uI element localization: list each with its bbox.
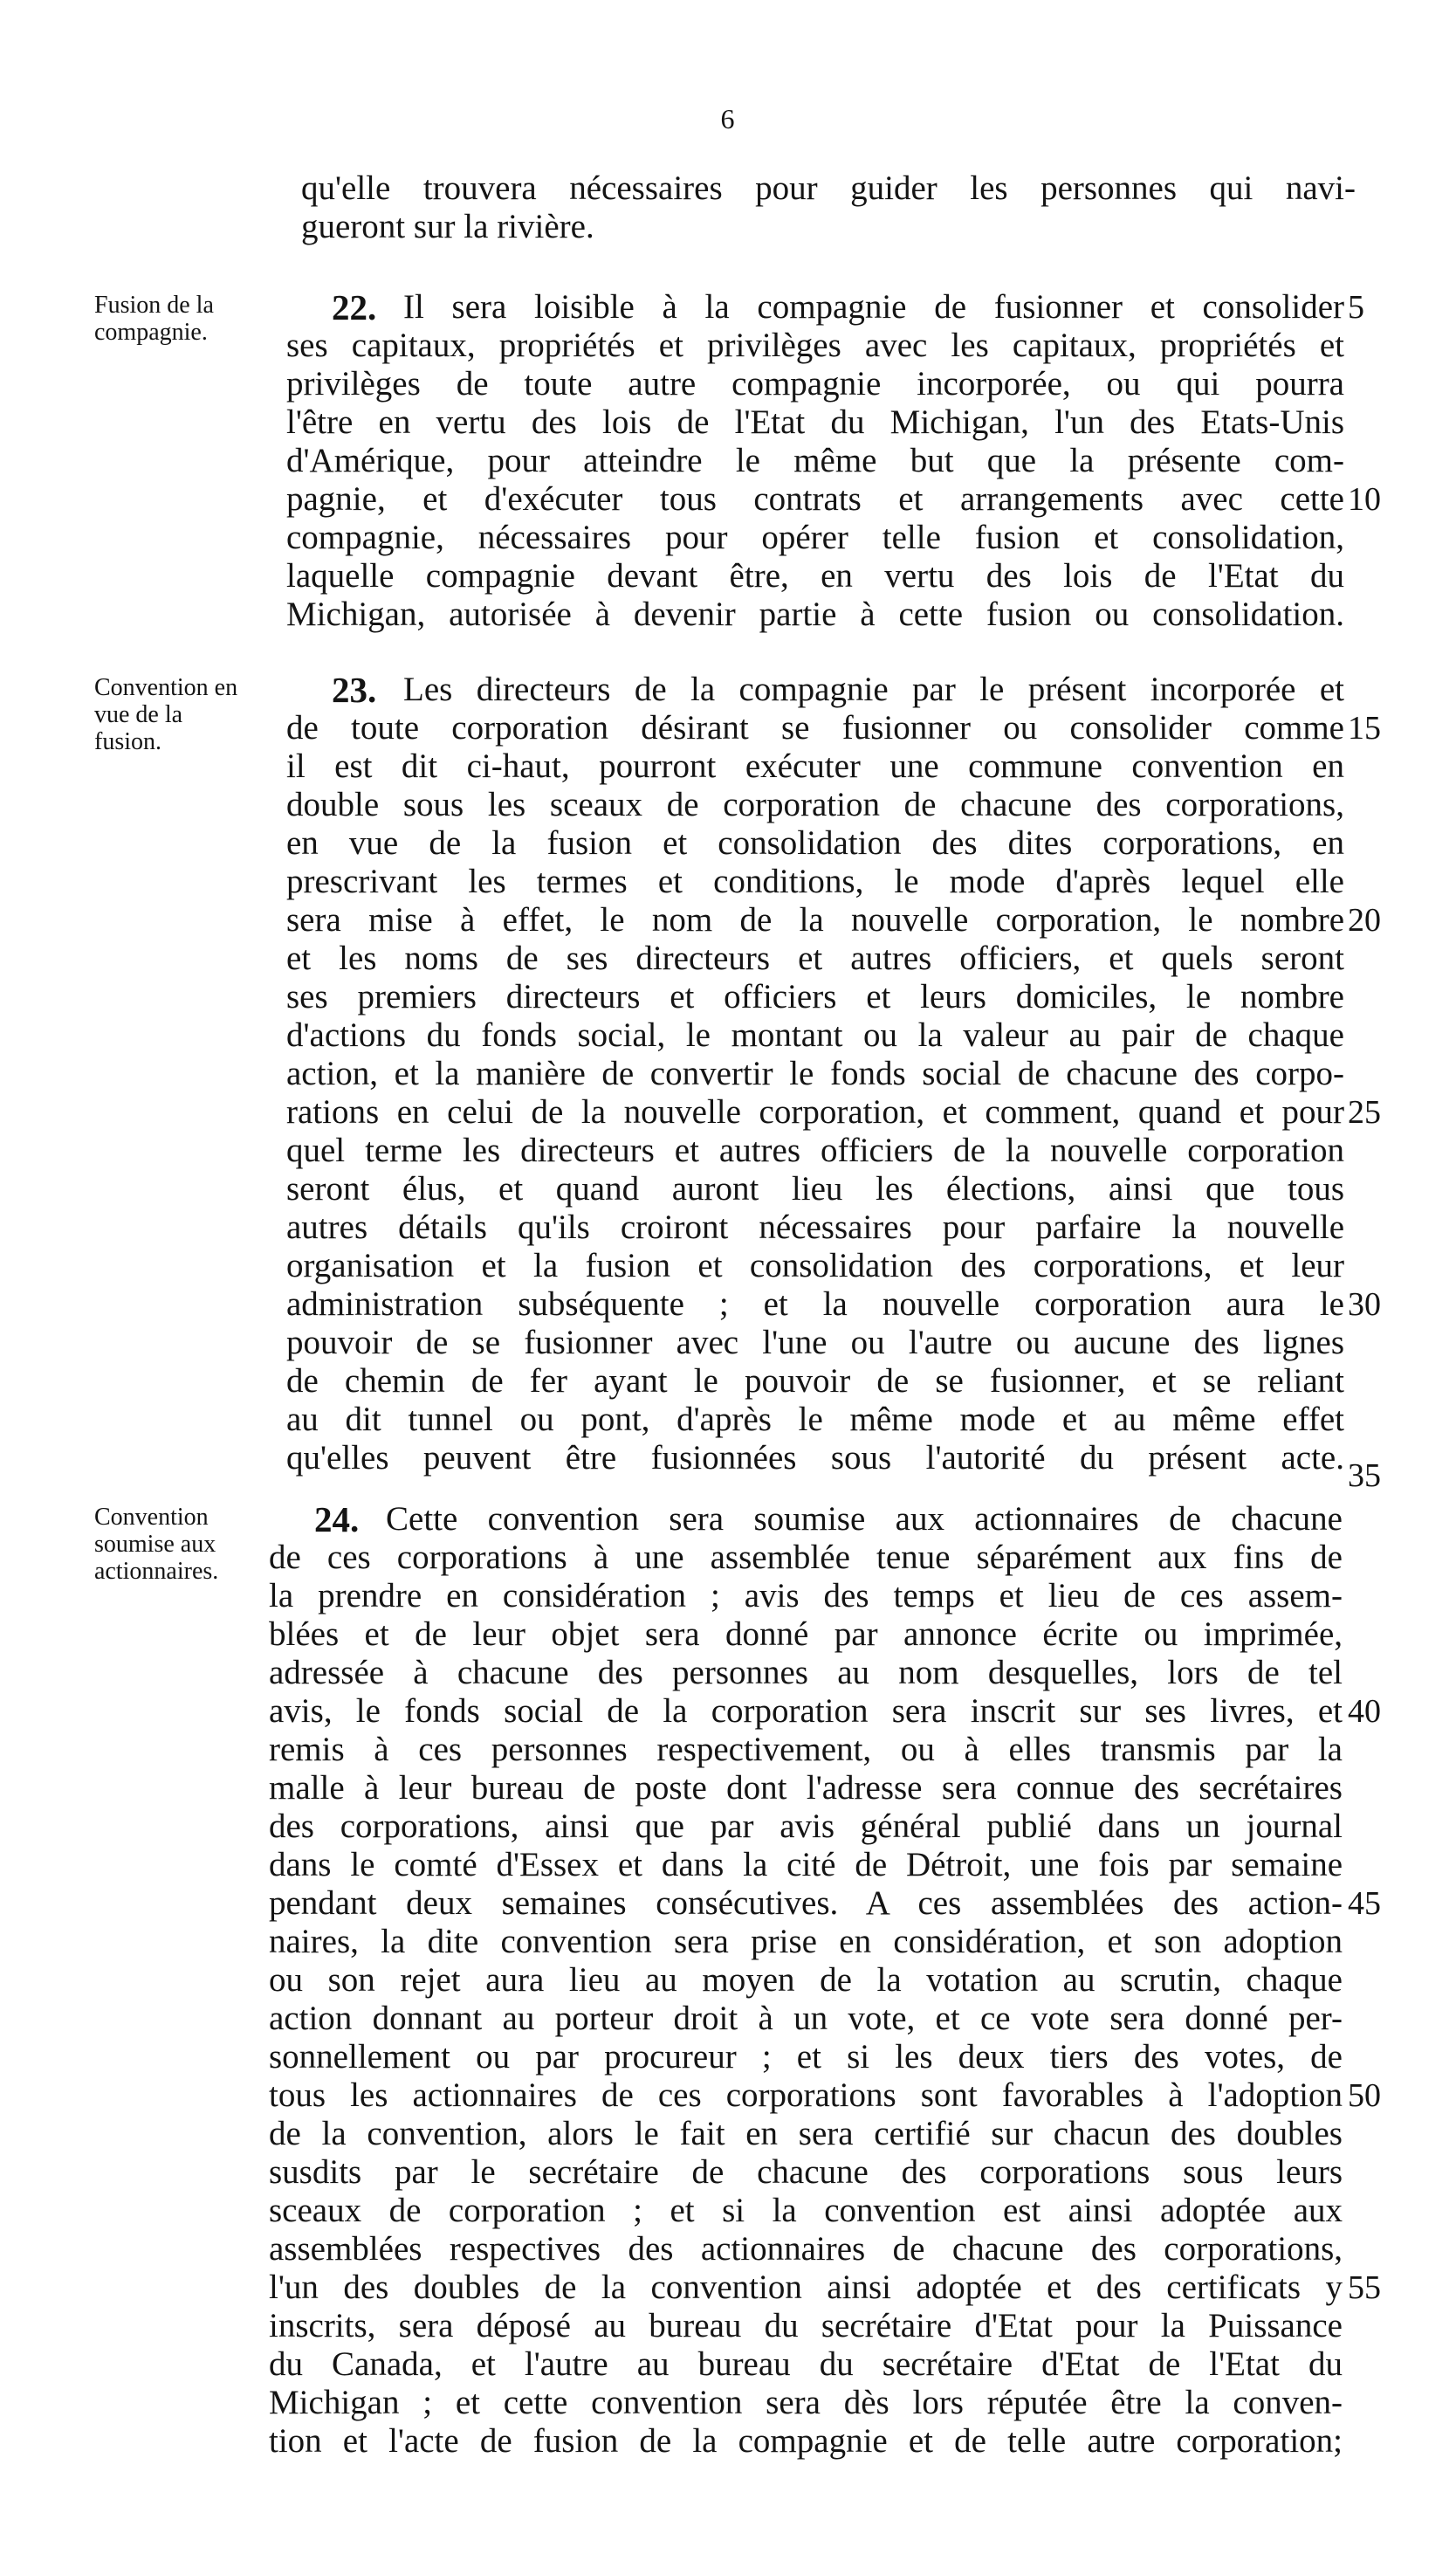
line-text: de la convention, alors le fait en sera certifié sur chacun des doubles (269, 2115, 1343, 2152)
margin-note-line: fusion. (94, 728, 161, 755)
line-text: Il sera loisible à la compagnie de fusionner et consolider (403, 288, 1344, 326)
text-line (0, 288, 1456, 327)
line-text: d'actions du fonds social, le montant ou la valeur au pair de chaque (286, 1016, 1344, 1054)
line-number: 5 (1348, 289, 1364, 326)
line-text: pouvoir de se fusionner avec l'une ou l'autre ou aucune des lignes (286, 1324, 1344, 1361)
text-line (0, 2076, 1456, 2115)
line-text: sera mise à effet, le nom de la nouvelle corporation, le nombre (286, 901, 1344, 939)
line-text: administration subséquente ; et la nouvelle corporation aura le (286, 1285, 1344, 1323)
text-line (0, 1401, 1456, 1439)
line-text: quel terme les directeurs et autres officiers de la nouvelle corporation (286, 1132, 1344, 1169)
text-line (0, 1016, 1456, 1055)
text-line (0, 1769, 1456, 1807)
line-text: l'être en vertu des lois de l'Etat du Michigan, l'un des Etats-Unis (286, 403, 1344, 441)
margin-note-line: soumise aux (94, 1531, 216, 1558)
text-line (0, 2038, 1456, 2076)
text-line (0, 365, 1456, 403)
text-line (0, 596, 1456, 634)
line-number: 10 (1348, 481, 1381, 518)
line-text: action donnant au porteur droit à un vote, et ce vote sera donné per- (269, 2000, 1343, 2037)
line-text: il est dit ci-haut, pourront exécuter une commune convention en (286, 747, 1344, 785)
text-line (0, 2000, 1456, 2038)
section-number: 24. (314, 1499, 360, 1539)
line-number: 50 (1348, 2077, 1381, 2114)
line-text: d'Amérique, pour atteindre le même but que la présente com- (286, 442, 1344, 479)
text-line (0, 2384, 1456, 2422)
line-number: 25 (1348, 1094, 1381, 1131)
text-line (0, 1055, 1456, 1093)
line-text: ses capitaux, propriétés et privilèges avec les capitaux, propriétés et (286, 327, 1344, 364)
line-text: assemblées respectives des actionnaires de chacune des corporations, (269, 2230, 1343, 2268)
text-line (0, 824, 1456, 863)
line-number: 15 (1348, 710, 1381, 747)
margin-note-line: compagnie. (94, 319, 208, 346)
text-line (0, 2269, 1456, 2307)
margin-note-line: Fusion de la (94, 292, 214, 319)
line-number: 55 (1348, 2269, 1381, 2306)
text-line (0, 557, 1456, 596)
text-line (0, 709, 1456, 747)
text-line (0, 1285, 1456, 1324)
line-text: ses premiers directeurs et officiers et leurs domiciles, le nombre (286, 978, 1344, 1015)
text-line (0, 1170, 1456, 1208)
text-line (0, 1362, 1456, 1401)
line-number: 30 (1348, 1286, 1381, 1323)
text-line (0, 2192, 1456, 2230)
line-text: rations en celui de la nouvelle corporation, et comment, quand et pour (286, 1093, 1344, 1131)
line-text: dans le comté d'Essex et dans la cité de Détroit, une fois par semaine (269, 1846, 1343, 1883)
line-text: double sous les sceaux de corporation de chacune des corporations, (286, 786, 1344, 823)
line-text: des corporations, ainsi que par avis général publié dans un journal (269, 1807, 1343, 1845)
text-line (0, 1731, 1456, 1769)
line-text: malle à leur bureau de poste dont l'adresse sera connue des secrétaires (269, 1769, 1343, 1807)
line-text: sceaux de corporation ; et si la convention est ainsi adoptée aux (269, 2192, 1343, 2229)
text-line (0, 2307, 1456, 2345)
margin-note-line: Convention en (94, 674, 238, 701)
line-text: Michigan, autorisée à devenir partie à cette fusion ou consolidation. (286, 596, 1344, 633)
line-text: ou son rejet aura lieu au moyen de la votation au scrutin, chaque (269, 1961, 1343, 1999)
text-line (0, 519, 1456, 557)
text-line (0, 208, 1456, 246)
text-line (0, 940, 1456, 978)
text-line (0, 1807, 1456, 1846)
text-line (0, 747, 1456, 786)
line-text: de toute corporation désirant se fusionner ou consolider comme (286, 709, 1344, 747)
text-line (0, 1132, 1456, 1170)
line-text: qu'elles peuvent être fusionnées sous l'autorité du présent acte. (286, 1439, 1344, 1477)
margin-note-line: vue de la (94, 701, 183, 728)
text-line (0, 2153, 1456, 2192)
line-text: prescrivant les termes et conditions, le mode d'après lequel elle (286, 863, 1344, 900)
text-line (0, 1692, 1456, 1731)
line-text: inscrits, sera déposé au bureau du secrétaire d'Etat pour la Puissance (269, 2307, 1343, 2344)
text-line (0, 1439, 1456, 1477)
line-text: au dit tunnel ou pont, d'après le même mode et au même effet (286, 1401, 1344, 1438)
line-text: pendant deux semaines consécutives. A ces assemblées des action- (269, 1884, 1343, 1922)
text-line (0, 1577, 1456, 1615)
line-text: la prendre en considération ; avis des temps et lieu de ces assem- (269, 1577, 1343, 1614)
text-line (0, 1654, 1456, 1692)
line-text: privilèges de toute autre compagnie incorporée, ou qui pourra (286, 365, 1344, 403)
text-line (0, 480, 1456, 519)
line-text: naires, la dite convention sera prise en considération, et son adoption (269, 1923, 1343, 1960)
line-text: avis, le fonds social de la corporation sera inscrit sur ses livres, et (269, 1692, 1343, 1730)
text-line (0, 2422, 1456, 2461)
section-number: 22. (332, 287, 377, 327)
page-number: 6 (720, 103, 736, 134)
line-text: adressée à chacune des personnes au nom desquelles, lors de tel (269, 1654, 1343, 1691)
text-line (0, 1208, 1456, 1247)
text-line (0, 1247, 1456, 1285)
text-line (0, 901, 1456, 940)
line-text: remis à ces personnes respectivement, ou à elles transmis par la (269, 1731, 1343, 1768)
line-text: laquelle compagnie devant être, en vertu des lois de l'Etat du (286, 557, 1344, 595)
line-text: Les directeurs de la compagnie par le présent incorporée et (403, 671, 1344, 708)
text-line (0, 1324, 1456, 1362)
text-line (0, 1500, 1456, 1539)
line-text: tous les actionnaires de ces corporations sont favorables à l'adoption (269, 2076, 1343, 2114)
line-text: organisation et la fusion et consolidation des corporations, et leur (286, 1247, 1344, 1284)
text-line (0, 403, 1456, 442)
line-number: 20 (1348, 902, 1381, 939)
text-line (0, 2230, 1456, 2269)
line-text: blées et de leur objet sera donné par annonce écrite ou imprimée, (269, 1615, 1343, 1653)
line-number-35: 35 (1348, 1457, 1381, 1494)
text-line (0, 2345, 1456, 2384)
text-line (0, 1923, 1456, 1961)
text-line (0, 1615, 1456, 1654)
text-line (0, 1961, 1456, 2000)
line-text: pagnie, et d'exécuter tous contrats et arrangements avec cette (286, 480, 1344, 518)
line-text: qu'elle trouvera nécessaires pour guider les personnes qui navi- (301, 169, 1356, 207)
text-line (0, 671, 1456, 709)
text-line (0, 1846, 1456, 1884)
line-text: gueront sur la rivière. (301, 208, 594, 245)
section-number: 23. (332, 670, 377, 710)
line-text: susdits par le secrétaire de chacune des corporations sous leurs (269, 2153, 1343, 2191)
text-line (0, 169, 1456, 208)
text-line (0, 2115, 1456, 2153)
line-text: Michigan ; et cette convention sera dès lors réputée être la conven- (269, 2384, 1343, 2421)
line-number: 45 (1348, 1885, 1381, 1922)
text-line (0, 978, 1456, 1016)
line-text: Cette convention sera soumise aux actionnaires de chacune (386, 1500, 1343, 1538)
margin-note-line: actionnaires. (94, 1558, 219, 1585)
line-text: autres détails qu'ils croiront nécessaires pour parfaire la nouvelle (286, 1208, 1344, 1246)
margin-note-line: Convention (94, 1504, 209, 1531)
line-text: seront élus, et quand auront lieu les élections, ainsi que tous (286, 1170, 1344, 1208)
line-text: l'un des doubles de la convention ainsi adoptée et des certificats y (269, 2269, 1343, 2306)
text-line (0, 442, 1456, 480)
text-line (0, 1539, 1456, 1577)
line-text: en vue de la fusion et consolidation des dites corporations, en (286, 824, 1344, 862)
line-text: de ces corporations à une assemblée tenue séparément aux fins de (269, 1539, 1343, 1576)
line-text: de chemin de fer ayant le pouvoir de se fusionner, et se reliant (286, 1362, 1344, 1400)
line-text: tion et l'acte de fusion de la compagnie et de telle autre corporation; (269, 2422, 1343, 2460)
text-line (0, 327, 1456, 365)
line-text: action, et la manière de convertir le fonds social de chacune des corpo- (286, 1055, 1344, 1092)
text-line (0, 1093, 1456, 1132)
text-line (0, 786, 1456, 824)
text-line (0, 1884, 1456, 1923)
line-text: et les noms de ses directeurs et autres officiers, et quels seront (286, 940, 1344, 977)
line-text: compagnie, nécessaires pour opérer telle fusion et consolidation, (286, 519, 1344, 556)
line-text: sonnellement ou par procureur ; et si les deux tiers des votes, de (269, 2038, 1343, 2076)
line-text: du Canada, et l'autre au bureau du secrétaire d'Etat de l'Etat du (269, 2345, 1343, 2383)
line-number: 40 (1348, 1693, 1381, 1730)
text-line (0, 863, 1456, 901)
